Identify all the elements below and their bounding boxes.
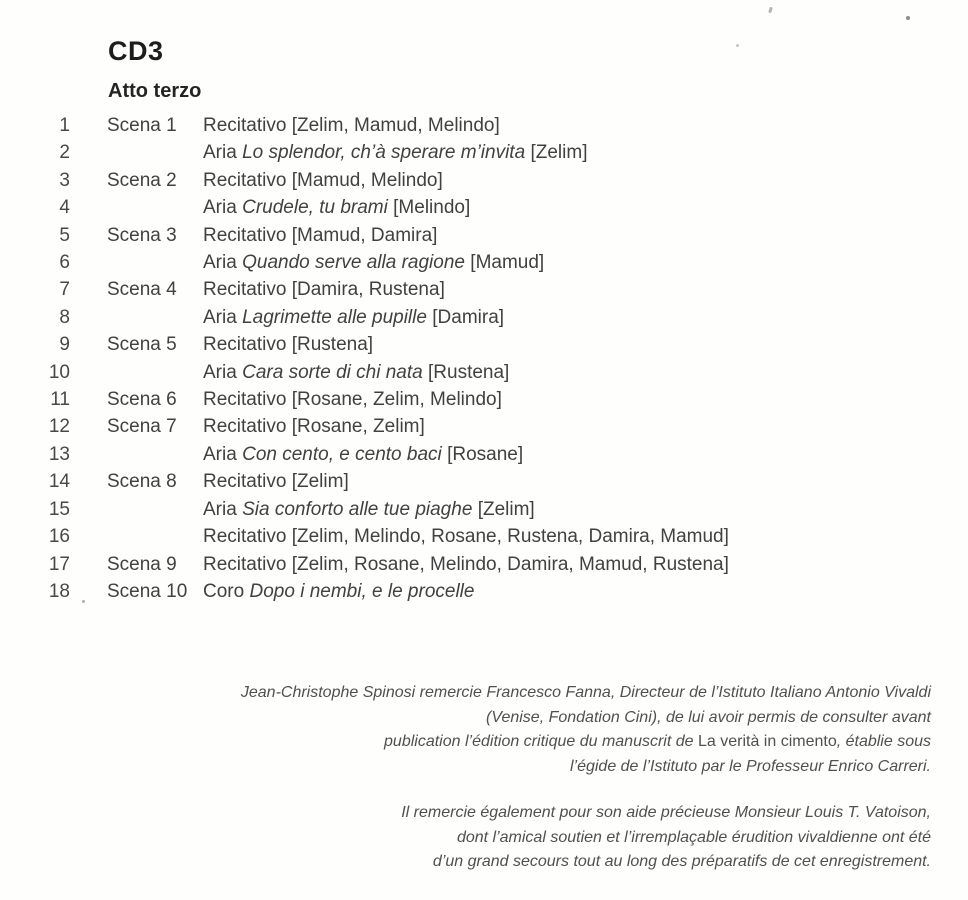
track-type: Aria [203, 498, 237, 520]
track-description [203, 413, 950, 440]
track-description [203, 112, 950, 139]
track-cast: [Mamud] [470, 252, 545, 274]
ack-p2-line2: dont l’amical soutien et l’irremplaçable érudition vivaldienne ont été [456, 828, 931, 846]
track-description [203, 386, 950, 413]
track-row [30, 139, 950, 166]
cd-title: CD3 [108, 36, 164, 66]
track-row [30, 249, 950, 276]
track-scene: Scena 8 [107, 471, 177, 493]
track-scene [70, 496, 203, 523]
track-number: 4 [59, 197, 70, 219]
track-description [203, 304, 950, 331]
opera-title: La verità in cimento [697, 733, 837, 750]
track-row [30, 551, 950, 578]
track-cast: [Zelim, Mamud, Melindo] [291, 115, 500, 136]
track-row [30, 112, 950, 139]
track-scene: Scena 6 [107, 389, 177, 411]
track-row [30, 441, 950, 468]
track-type: Recitativo [203, 224, 287, 246]
ack-p1-line3-before: publication l’édition critique du manuscrit de [384, 733, 698, 750]
acknowledgement-paragraph-2 [241, 801, 931, 875]
track-title: Lagrimette alle pupille [242, 306, 427, 328]
track-number: 17 [48, 553, 70, 575]
track-number: 2 [59, 142, 70, 164]
track-row [30, 276, 950, 303]
acknowledgements [241, 681, 931, 875]
track-type: Recitativo [203, 526, 287, 548]
track-title: Dopo i nembi, e le procelle [249, 580, 475, 602]
track-description [203, 222, 950, 249]
track-type: Recitativo [203, 389, 287, 411]
track-description [203, 523, 950, 550]
track-cast: [Rosane, Zelim, Melindo] [291, 389, 502, 411]
track-cast: [Damira] [432, 306, 505, 328]
track-number: 6 [59, 252, 70, 274]
track-description [203, 551, 950, 578]
track-row [30, 222, 950, 249]
track-title: Lo splendor, ch’à sperare m’invita [242, 142, 526, 164]
ack-p1-line2: (Venise, Fondation Cini), de lui avoir permis de consulter avant [486, 708, 931, 726]
track-cast: [Mamud, Damira] [291, 224, 438, 246]
track-type: Aria [203, 306, 237, 328]
track-row [30, 194, 950, 221]
track-cast: [Zelim, Melindo, Rosane, Rustena, Damira, Mamud] [291, 526, 729, 548]
track-number: 3 [59, 169, 70, 191]
scan-speck [82, 600, 85, 603]
track-type: Aria [203, 361, 237, 383]
track-description [203, 496, 950, 523]
track-description [203, 249, 950, 276]
track-number: 16 [48, 526, 70, 548]
track-cast: [Rosane, Zelim] [291, 416, 425, 438]
track-title: Quando serve alla ragione [242, 252, 465, 274]
track-number: 15 [48, 498, 70, 520]
track-row [30, 167, 950, 194]
track-scene: Scena 2 [107, 169, 177, 191]
track-scene: Scena 4 [107, 279, 177, 301]
track-cast: [Zelim] [530, 142, 588, 164]
track-description [203, 578, 950, 605]
track-title: Con cento, e cento baci [242, 443, 442, 465]
act-title: Atto terzo [108, 80, 202, 102]
track-scene [70, 304, 203, 331]
track-number: 1 [59, 115, 70, 136]
track-number: 11 [50, 389, 70, 411]
track-scene: Scena 9 [107, 553, 177, 575]
track-type: Recitativo [203, 279, 287, 301]
track-number: 5 [59, 224, 70, 246]
track-number: 8 [59, 306, 70, 328]
track-scene [70, 249, 203, 276]
track-number: 12 [48, 416, 70, 438]
track-cast: [Zelim, Rosane, Melindo, Damira, Mamud, Rustena] [291, 553, 729, 575]
track-scene [70, 194, 203, 221]
track-number: 9 [59, 334, 70, 356]
ack-p2-line3: d’un grand secours tout au long des préparatifs de cet enregistrement. [432, 853, 931, 870]
track-scene: Scena 10 [107, 580, 188, 602]
track-scene: Scena 1 [107, 115, 177, 136]
track-type: Coro [203, 580, 245, 602]
track-type: Aria [203, 443, 237, 465]
track-row [30, 496, 950, 523]
track-cast: [Mamud, Melindo] [291, 169, 443, 191]
track-number: 18 [48, 580, 70, 602]
track-description [203, 276, 950, 303]
track-scene: Scena 3 [107, 224, 177, 246]
track-scene [70, 441, 203, 468]
track-type: Recitativo [203, 115, 287, 136]
track-type: Recitativo [203, 169, 287, 191]
track-type: Recitativo [203, 553, 287, 575]
track-number: 13 [48, 443, 70, 465]
track-description [203, 167, 950, 194]
track-row [30, 386, 950, 413]
track-cast: [Zelim] [291, 471, 349, 493]
track-type: Aria [203, 197, 237, 219]
track-title: Crudele, tu brami [242, 197, 388, 219]
acknowledgement-paragraph-1 [241, 681, 931, 779]
track-row [30, 523, 950, 550]
track-description [203, 468, 950, 495]
track-title: Cara sorte di chi nata [242, 361, 423, 383]
track-cast: [Rosane] [447, 443, 524, 465]
track-cast: [Melindo] [393, 197, 471, 219]
scan-speck [736, 44, 739, 47]
track-number: 7 [59, 279, 70, 301]
scan-speck [768, 7, 773, 14]
ack-p2-line1: Il remercie également pour son aide précieuse Monsieur Louis T. Vatoison, [401, 804, 931, 821]
track-number: 10 [48, 361, 70, 383]
track-cast: [Rustena] [428, 361, 510, 383]
track-description [203, 359, 950, 386]
ack-p1-line4: l’égide de l’Istituto par le Professeur Enrico Carreri. [569, 757, 931, 775]
ack-p1-line3 [241, 730, 931, 755]
track-type: Recitativo [203, 416, 287, 438]
ack-p1-line1: Jean-Christophe Spinosi remercie Francesco Fanna, Directeur de l’Istituto Italiano Antonio Vivaldi [240, 684, 931, 701]
track-row [30, 331, 950, 358]
track-scene [70, 359, 203, 386]
track-type: Recitativo [203, 471, 287, 493]
track-title: Sia conforto alle tue piaghe [242, 498, 473, 520]
track-description [203, 331, 950, 358]
track-scene [70, 139, 203, 166]
track-row [30, 468, 950, 495]
track-row [30, 359, 950, 386]
track-cast: [Zelim] [477, 498, 535, 520]
track-cast: [Rustena] [291, 334, 374, 356]
track-scene [70, 523, 203, 550]
track-cast: [Damira, Rustena] [291, 279, 445, 301]
track-scene: Scena 7 [107, 416, 177, 438]
track-description [203, 194, 950, 221]
tracklist [30, 112, 950, 605]
track-row [30, 578, 950, 605]
track-description [203, 441, 950, 468]
track-scene: Scena 5 [107, 334, 177, 356]
track-number: 14 [48, 471, 70, 493]
track-type: Aria [203, 142, 237, 164]
track-description [203, 139, 950, 166]
track-type: Recitativo [203, 334, 287, 356]
scan-speck [906, 16, 910, 20]
track-type: Aria [203, 252, 237, 274]
track-row [30, 413, 950, 440]
ack-p1-line3-after: , établie sous [836, 733, 931, 750]
track-row [30, 304, 950, 331]
